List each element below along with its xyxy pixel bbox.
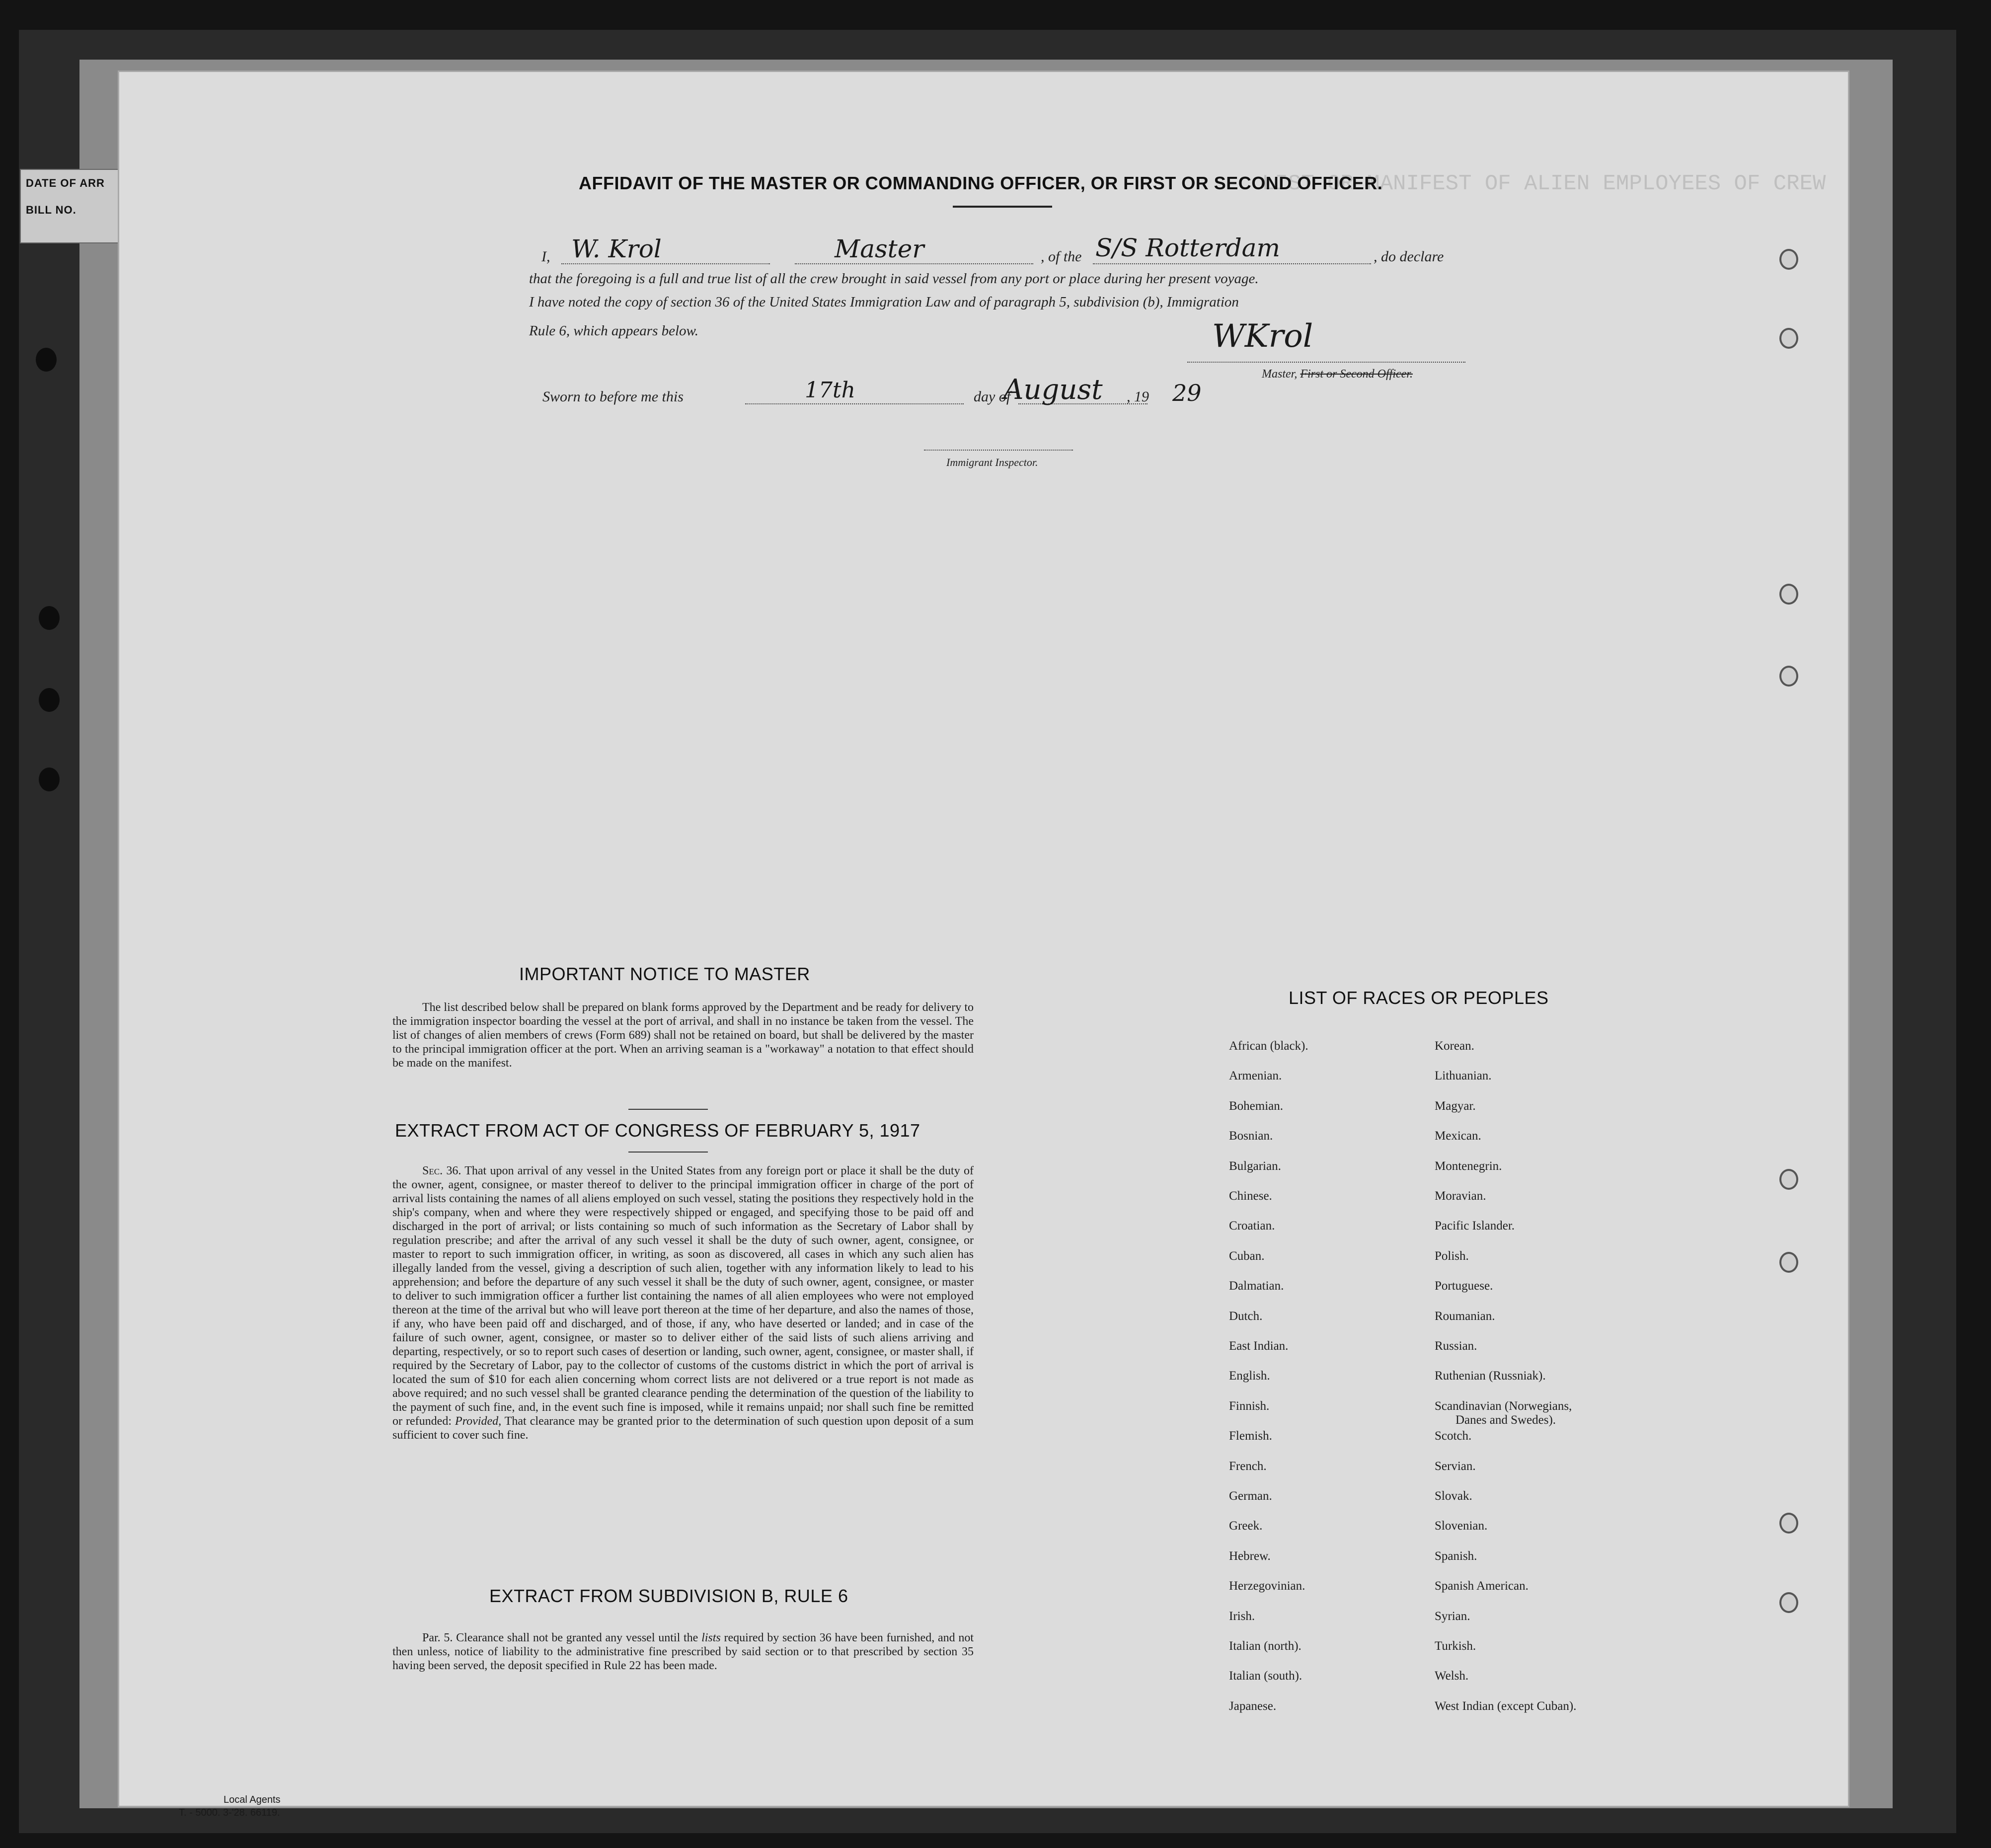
race-right-item: Polish.	[1435, 1249, 1469, 1263]
inspector-caption: Immigrant Inspector.	[946, 456, 1038, 468]
act-rule	[628, 1152, 708, 1153]
race-left-item: Bulgarian.	[1229, 1159, 1281, 1173]
signature-blank	[1187, 362, 1465, 363]
rule-title: EXTRACT FROM SUBDIVISION B, RULE 6	[489, 1586, 848, 1606]
master-name: W. Krol	[571, 234, 662, 263]
title-rule	[953, 206, 1052, 208]
rule-body	[392, 1631, 974, 1673]
race-left-item: German.	[1229, 1489, 1272, 1503]
act-tail: That clearance may be granted prior to the determination of such question upon deposit of a sum sufficient to cover such fine.	[392, 1415, 974, 1442]
act-body	[392, 1164, 974, 1442]
race-right-item: Pacific Islander.	[1435, 1219, 1515, 1233]
race-left-item: Japanese.	[1229, 1699, 1277, 1713]
page-hole	[1779, 1252, 1798, 1273]
affidavit-i: I,	[541, 248, 550, 265]
race-left-item: Armenian.	[1229, 1069, 1282, 1083]
affidavit-title: AFFIDAVIT OF THE MASTER OR COMMANDING OFFICER, OR FIRST OR SECOND OFFICER.	[579, 173, 1383, 193]
rule-text-a: Clearance shall not be granted any vessel until the	[456, 1631, 698, 1644]
race-right-item: Welsh.	[1435, 1669, 1469, 1683]
race-right-item: Portuguese.	[1435, 1279, 1493, 1293]
race-right-item: Montenegrin.	[1435, 1159, 1502, 1173]
race-right-item: Magyar.	[1435, 1099, 1476, 1113]
rank-blank	[795, 263, 1033, 264]
race-right-item: Korean.	[1435, 1039, 1474, 1053]
race-left-item: Italian (north).	[1229, 1639, 1302, 1653]
name-blank	[561, 263, 770, 264]
race-left-item: Irish.	[1229, 1609, 1255, 1623]
notice-title: IMPORTANT NOTICE TO MASTER	[519, 964, 810, 984]
form-footer	[154, 1793, 281, 1819]
notice-rule	[628, 1109, 708, 1110]
binder-hole	[36, 348, 57, 372]
race-left-item: Dutch.	[1229, 1309, 1263, 1323]
vessel-name: S/S Rotterdam	[1095, 233, 1280, 262]
race-right-item: Spanish American.	[1435, 1579, 1529, 1593]
race-left-item: Bosnian.	[1229, 1129, 1273, 1143]
race-left-item: Croatian.	[1229, 1219, 1275, 1233]
page-hole	[1779, 1513, 1798, 1534]
race-left-item: Greek.	[1229, 1519, 1263, 1533]
local-agents: Local Agents	[224, 1794, 281, 1805]
races-title: LIST OF RACES OR PEOPLES	[1289, 988, 1549, 1008]
race-right-item: Moravian.	[1435, 1189, 1486, 1203]
day-of-text: day of	[974, 388, 1011, 405]
inspector-signature-line	[924, 450, 1073, 451]
sworn-text: Sworn to before me this	[542, 388, 684, 405]
race-left-item: Herzegovinian.	[1229, 1579, 1305, 1593]
race-right-item: Roumanian.	[1435, 1309, 1495, 1323]
binder-hole	[39, 768, 60, 791]
race-right-item: Turkish.	[1435, 1639, 1476, 1653]
race-right-item: Lithuanian.	[1435, 1069, 1492, 1083]
page-hole	[1779, 249, 1798, 270]
race-left-item: Italian (south).	[1229, 1669, 1302, 1683]
race-right-item: Scotch.	[1435, 1429, 1472, 1443]
master-rank: Master	[835, 234, 924, 263]
act-provided: Provided,	[455, 1415, 502, 1428]
rule-text-b: required by section 36 have been furnished, and not then unless, notice of liability to the administrative fine prescribed by said section or to that prescribed by section 35 having been served, the deposit specified in Rule 22 has been made.	[392, 1631, 974, 1672]
binder-hole	[39, 688, 60, 712]
race-left-item: African (black).	[1229, 1039, 1308, 1053]
race-left-item: Hebrew.	[1229, 1549, 1271, 1563]
race-left-item: Cuban.	[1229, 1249, 1265, 1263]
race-left-item: Finnish.	[1229, 1399, 1270, 1413]
race-left-item: Bohemian.	[1229, 1099, 1284, 1113]
page-hole	[1779, 1169, 1798, 1190]
affidavit-line2: that the foregoing is a full and true list of all the crew brought in said vessel from any port or place during her present voyage.	[529, 271, 1259, 287]
page-hole	[1779, 584, 1798, 605]
race-right-item: Russian.	[1435, 1339, 1477, 1353]
race-right-item: Mexican.	[1435, 1129, 1481, 1143]
day-blank	[745, 403, 964, 404]
race-right-item: Scandinavian (Norwegians,	[1435, 1399, 1572, 1413]
act-main-text: That upon arrival of any vessel in the United States from any foreign port or place it shall be the duty of the owner, agent, consignee, or master thereof to deliver to the principal immigration officer in charge of the port of arrival lists containing the names of all aliens employed on such vessel, stating the positions they respectively hold in the ship's company, when and where they were respectively shipped or engaged, and specifying those to be paid off and discharged in the port of arrival; or lists containing so much of such information as the Secretary of Labor shall by regulation prescribe; and after the arrival of any such vessel it shall be the duty of such owner, agent, consignee, or master to report to such immigration officer, in writing, as soon as discovered, all cases in which any such alien has illegally landed from the vessel, giving a description of such alien, together with any information likely to lead to his apprehension; and before the departure of any such vessel it shall be the duty of such owner, agent, consignee, or master to deliver to such immigration officer a further list containing the names of all alien employees who were not employed thereon at the time of the arrival but who will leave port thereon at the time of her departure, and also the names of those, if any, who have been paid off and discharged, and of those, if any, who have deserted or landed; and in case of the failure of such owner, agent, consignee, or master so to deliver either of the said lists of such aliens arriving and departing, respectively, or so to report such cases of desertion or landing, such owner, agent, consignee, or master shall, if required by the Secretary of Labor, pay to the collector of customs of the customs district in which the port of arrival is located the sum of $10 for each alien concerning whom correct lists are not delivered or a true report is not made as above required; and no such vessel shall be granted clearance pending the determination of the question of the liability to the payment of such fine, and, in the event such fine is imposed, while it remains unpaid; nor shall such fine be remitted or refunded:	[392, 1164, 974, 1428]
race-right-item: West Indian (except Cuban).	[1435, 1699, 1577, 1713]
signature-caption	[1262, 368, 1413, 381]
sig-caption-master: Master,	[1262, 368, 1298, 381]
sig-caption-struck: First or Second Officer.	[1300, 368, 1413, 381]
race-right-item: Ruthenian (Russniak).	[1435, 1369, 1546, 1383]
sworn-month: August	[1003, 374, 1103, 406]
year-suffix: 29	[1172, 380, 1202, 406]
race-left-item: French.	[1229, 1459, 1267, 1473]
year-prefix: , 19	[1127, 388, 1149, 405]
race-left-item: Dalmatian.	[1229, 1279, 1284, 1293]
race-right-item: Danes and Swedes).	[1455, 1413, 1556, 1427]
act-title: EXTRACT FROM ACT OF CONGRESS OF FEBRUARY 5, 1917	[395, 1120, 920, 1141]
notice-body: The list described below shall be prepared on blank forms approved by the Department and be ready for delivery to the immigration inspector boarding the vessel at the port of arrival, and shall in no instance be taken from the vessel. The list of changes of alien members of crews (Form 689) shall not be retained on board, but shall be delivered by the master to the principal immigration officer at the port. When an arriving seaman is a "workaway" a notation to that effect should be made on the manifest.	[392, 1001, 974, 1070]
race-right-item: Syrian.	[1435, 1609, 1470, 1623]
act-section: Sec. 36.	[422, 1164, 461, 1177]
vessel-blank	[1093, 263, 1371, 264]
race-left-item: English.	[1229, 1369, 1270, 1383]
rule-par: Par. 5.	[422, 1631, 453, 1644]
master-signature: WKrol	[1212, 318, 1313, 355]
page-hole	[1779, 328, 1798, 349]
race-right-item: Slovak.	[1435, 1489, 1472, 1503]
affidavit-line3: I have noted the copy of section 36 of the United States Immigration Law and of paragraph 5, subdivision (b), Immigration	[529, 294, 1239, 310]
race-left-item: Chinese.	[1229, 1189, 1272, 1203]
race-right-item: Slovenian.	[1435, 1519, 1488, 1533]
document-page	[119, 72, 1848, 1806]
form-code: T. - 5000. 3-'28. 66119.	[179, 1807, 280, 1818]
race-left-item: East Indian.	[1229, 1339, 1289, 1353]
do-declare-text: , do declare	[1374, 248, 1444, 265]
sworn-day: 17th	[805, 378, 856, 403]
side-label-line2: BILL NO.	[26, 204, 77, 216]
page-hole	[1779, 1592, 1798, 1613]
side-label-line1: DATE OF ARR	[26, 177, 105, 189]
of-the-text: , of the	[1041, 248, 1082, 265]
side-label-scrap	[20, 169, 134, 243]
page-hole	[1779, 666, 1798, 687]
race-right-item: Servian.	[1435, 1459, 1476, 1473]
affidavit-line4: Rule 6, which appears below.	[529, 323, 698, 339]
race-right-item: Spanish.	[1435, 1549, 1477, 1563]
rule-lists: lists	[701, 1631, 721, 1644]
ghost-heading: LIST OR MANIFEST OF ALIEN EMPLOYEES OF CREW	[1262, 171, 1826, 196]
binder-hole	[39, 606, 60, 630]
race-left-item: Flemish.	[1229, 1429, 1272, 1443]
